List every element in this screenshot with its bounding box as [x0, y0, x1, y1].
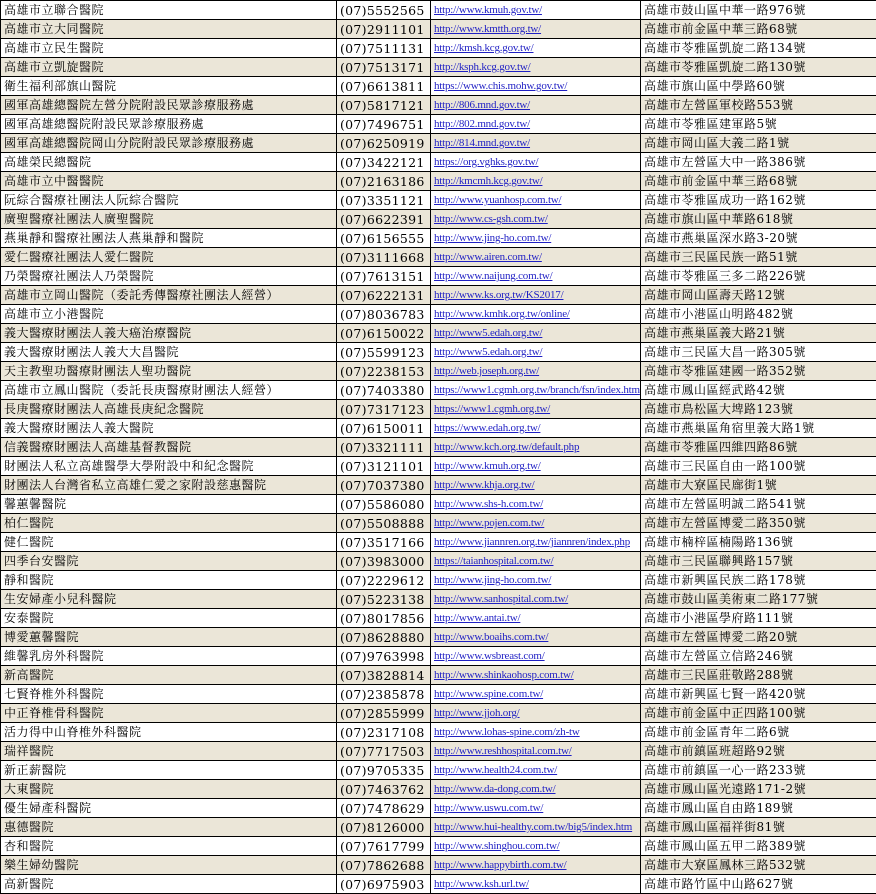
hospital-address: 高雄市前金區中華三路68號: [641, 172, 876, 191]
hospital-website-cell: [431, 875, 641, 894]
hospital-phone: (07)6222131: [337, 286, 431, 305]
hospital-website-link[interactable]: http://kmcmh.kcg.gov.tw/: [434, 175, 542, 187]
hospital-name: 國軍高雄總醫院左營分院附設民眾診療服務處: [1, 96, 337, 115]
hospital-address: 高雄市路竹區中山路627號: [641, 875, 876, 894]
hospital-name: 博愛蕙馨醫院: [1, 628, 337, 647]
hospital-name: 國軍高雄總醫院岡山分院附設民眾診療服務處: [1, 134, 337, 153]
hospital-address: 高雄市鳥松區大埤路123號: [641, 400, 876, 419]
table-row: [1, 134, 876, 153]
hospital-website-cell: [431, 381, 641, 400]
hospital-website-cell: [431, 818, 641, 837]
hospital-address: 高雄市楠梓區楠陽路136號: [641, 533, 876, 552]
hospital-website-link[interactable]: http://www.cs-gsh.com.tw/: [434, 213, 548, 225]
hospital-address: 高雄市鳳山區自由路189號: [641, 799, 876, 818]
table-row: [1, 305, 876, 324]
hospital-website-link[interactable]: http://www.kmuh.gov.tw/: [434, 4, 542, 16]
hospital-website-cell: [431, 609, 641, 628]
hospital-name: 優生婦產科醫院: [1, 799, 337, 818]
hospital-address: 高雄市苓雅區凱旋二路130號: [641, 58, 876, 77]
hospital-website-cell: [431, 324, 641, 343]
hospital-phone: (07)5223138: [337, 590, 431, 609]
hospital-website-cell: [431, 39, 641, 58]
hospital-address: 高雄市左營區立信路246號: [641, 647, 876, 666]
hospital-address: 高雄市新興區民族二路178號: [641, 571, 876, 590]
hospital-address: 高雄市三民區莊敬路288號: [641, 666, 876, 685]
hospital-website-cell: [431, 742, 641, 761]
hospital-website-link[interactable]: http://www.shinghou.com.tw/: [434, 840, 560, 852]
table-row: [1, 419, 876, 438]
hospital-website-link[interactable]: http://www.khja.org.tw/: [434, 479, 535, 491]
hospital-phone: (07)8017856: [337, 609, 431, 628]
hospital-website-link[interactable]: http://www5.edah.org.tw/: [434, 346, 542, 358]
hospital-address: 高雄市岡山區壽天路12號: [641, 286, 876, 305]
table-row: [1, 96, 876, 115]
hospital-address: 高雄市前鎮區班超路92號: [641, 742, 876, 761]
hospital-phone: (07)7617799: [337, 837, 431, 856]
hospital-website-cell: [431, 343, 641, 362]
hospital-website-link[interactable]: http://web.joseph.org.tw/: [434, 365, 539, 377]
hospital-website-link[interactable]: https://www.chis.mohw.gov.tw/: [434, 80, 567, 92]
hospital-phone: (07)6156555: [337, 229, 431, 248]
hospital-website-cell: [431, 780, 641, 799]
hospital-phone: (07)7717503: [337, 742, 431, 761]
hospital-name: 靜和醫院: [1, 571, 337, 590]
table-row: [1, 153, 876, 172]
hospital-website-cell: [431, 77, 641, 96]
hospital-phone: (07)7511131: [337, 39, 431, 58]
hospital-website-cell: [431, 134, 641, 153]
hospital-phone: (07)3121101: [337, 457, 431, 476]
table-row: [1, 742, 876, 761]
hospital-name: 乃榮醫療社團法人乃榮醫院: [1, 267, 337, 286]
table-row: [1, 362, 876, 381]
hospital-website-link[interactable]: http://www.happybirth.com.tw/: [434, 859, 567, 871]
hospital-address: 高雄市前金區中正四路100號: [641, 704, 876, 723]
hospital-name: 高雄市立民生醫院: [1, 39, 337, 58]
hospital-address: 高雄市前金區中華三路68號: [641, 20, 876, 39]
hospital-website-cell: [431, 400, 641, 419]
hospital-website-cell: [431, 210, 641, 229]
table-row: [1, 210, 876, 229]
hospital-website-link[interactable]: http://www.shinkaohosp.com.tw/: [434, 669, 574, 681]
hospital-address: 高雄市旗山區中學路60號: [641, 77, 876, 96]
hospital-website-link[interactable]: http://www.lohas-spine.com/zh-tw: [434, 726, 580, 738]
hospital-name: 新高醫院: [1, 666, 337, 685]
hospital-name: 惠德醫院: [1, 818, 337, 837]
hospital-name: 衛生福利部旗山醫院: [1, 77, 337, 96]
table-row: [1, 1, 876, 20]
hospital-website-link[interactable]: http://www.boaihs.com.tw/: [434, 631, 548, 643]
hospital-website-cell: [431, 647, 641, 666]
table-row: [1, 837, 876, 856]
hospital-website-cell: [431, 20, 641, 39]
hospital-website-cell: [431, 267, 641, 286]
table-row: [1, 609, 876, 628]
hospital-name: 四季台安醫院: [1, 552, 337, 571]
hospital-name: 大東醫院: [1, 780, 337, 799]
hospital-website-cell: [431, 590, 641, 609]
table-row: [1, 856, 876, 875]
table-row: [1, 381, 876, 400]
hospital-website-cell: [431, 248, 641, 267]
hospital-website-link[interactable]: http://www.yuanhosp.com.tw/: [434, 194, 561, 206]
hospital-phone: (07)7317123: [337, 400, 431, 419]
hospital-website-cell: [431, 476, 641, 495]
hospital-website-link[interactable]: http://www.ksh.url.tw/: [434, 878, 529, 890]
hospital-website-link[interactable]: https://taianhospital.com.tw/: [434, 555, 553, 567]
hospital-name: 新正薪醫院: [1, 761, 337, 780]
hospital-website-link[interactable]: https://org.vghks.gov.tw/: [434, 156, 538, 168]
hospital-name: 杏和醫院: [1, 837, 337, 856]
hospital-address: 高雄市岡山區大義二路1號: [641, 134, 876, 153]
hospital-address: 高雄市鳳山區五甲二路389號: [641, 837, 876, 856]
table-row: [1, 647, 876, 666]
hospital-website-cell: [431, 552, 641, 571]
table-row: [1, 780, 876, 799]
hospital-phone: (07)6250919: [337, 134, 431, 153]
hospital-address: 高雄市左營區軍校路553號: [641, 96, 876, 115]
hospital-website-cell: [431, 58, 641, 77]
table-row: [1, 172, 876, 191]
hospital-website-link[interactable]: http://www.jjoh.org/: [434, 707, 520, 719]
hospital-name: 安泰醫院: [1, 609, 337, 628]
table-row: [1, 267, 876, 286]
hospital-phone: (07)9705335: [337, 761, 431, 780]
hospital-address: 高雄市鳳山區經武路42號: [641, 381, 876, 400]
hospital-website-cell: [431, 799, 641, 818]
hospital-name: 財團法人私立高雄醫學大學附設中和紀念醫院: [1, 457, 337, 476]
hospital-address: 高雄市苓雅區建軍路5號: [641, 115, 876, 134]
hospital-phone: (07)7037380: [337, 476, 431, 495]
hospital-website-cell: [431, 1, 641, 20]
table-row: [1, 590, 876, 609]
table-row: [1, 286, 876, 305]
hospital-phone: (07)2855999: [337, 704, 431, 723]
hospital-address: 高雄市小港區山明路482號: [641, 305, 876, 324]
hospital-website-link[interactable]: http://www.kmuh.org.tw/: [434, 460, 541, 472]
table-row: [1, 115, 876, 134]
hospital-name: 柏仁醫院: [1, 514, 337, 533]
hospital-website-link[interactable]: http://www.da-dong.com.tw/: [434, 783, 556, 795]
hospital-website-cell: [431, 172, 641, 191]
table-row: [1, 533, 876, 552]
hospital-phone: (07)2317108: [337, 723, 431, 742]
table-row: [1, 476, 876, 495]
table-row: [1, 20, 876, 39]
hospital-phone: (07)8126000: [337, 818, 431, 837]
hospital-website-link[interactable]: http://www.jiannren.org.tw/jiannren/index.php: [434, 536, 630, 548]
hospital-website-cell: [431, 305, 641, 324]
hospital-name: 中正脊椎骨科醫院: [1, 704, 337, 723]
hospital-name: 活力得中山脊椎外科醫院: [1, 723, 337, 742]
hospital-address: 高雄市燕巢區角宿里義大路1號: [641, 419, 876, 438]
hospital-website-cell: [431, 685, 641, 704]
hospital-website-link[interactable]: http://www.kch.org.tw/default.php: [434, 441, 579, 453]
hospital-address: 高雄市小港區學府路111號: [641, 609, 876, 628]
table-row: [1, 77, 876, 96]
table-row: [1, 514, 876, 533]
hospital-name: 愛仁醫療社團法人愛仁醫院: [1, 248, 337, 267]
hospital-phone: (07)6613811: [337, 77, 431, 96]
hospital-name: 高雄市立中醫醫院: [1, 172, 337, 191]
hospital-address: 高雄市三民區聯興路157號: [641, 552, 876, 571]
hospital-name: 樂生婦幼醫院: [1, 856, 337, 875]
hospital-phone: (07)8628880: [337, 628, 431, 647]
hospital-website-link[interactable]: http://www.jing-ho.com.tw/: [434, 232, 551, 244]
hospital-name: 財團法人台灣省私立高雄仁愛之家附設慈惠醫院: [1, 476, 337, 495]
table-row: [1, 229, 876, 248]
hospital-phone: (07)8036783: [337, 305, 431, 324]
hospital-website-link[interactable]: http://www.ks.org.tw/KS2017/: [434, 289, 563, 301]
hospital-website-link[interactable]: http://kmsh.kcg.gov.tw/: [434, 42, 534, 54]
table-row: [1, 58, 876, 77]
hospital-address: 高雄市燕巢區深水路3-20號: [641, 229, 876, 248]
hospital-phone: (07)7496751: [337, 115, 431, 134]
hospital-address: 高雄市苓雅區凱旋二路134號: [641, 39, 876, 58]
hospital-name: 長庚醫療財團法人高雄長庚紀念醫院: [1, 400, 337, 419]
hospital-phone: (07)6622391: [337, 210, 431, 229]
hospital-phone: (07)5817121: [337, 96, 431, 115]
hospital-phone: (07)7463762: [337, 780, 431, 799]
hospital-phone: (07)7403380: [337, 381, 431, 400]
hospital-website-link[interactable]: http://www.health24.com.tw/: [434, 764, 557, 776]
hospital-address: 高雄市左營區博愛二路350號: [641, 514, 876, 533]
hospital-address: 高雄市苓雅區成功一路162號: [641, 191, 876, 210]
hospital-address: 高雄市大寮區鳳林三路532號: [641, 856, 876, 875]
hospital-phone: (07)3828814: [337, 666, 431, 685]
hospital-website-cell: [431, 723, 641, 742]
table-row: [1, 799, 876, 818]
hospital-address: 高雄市苓雅區三多二路226號: [641, 267, 876, 286]
hospital-website-link[interactable]: http://ksph.kcg.gov.tw/: [434, 61, 530, 73]
hospital-website-link[interactable]: http://www.airen.com.tw/: [434, 251, 542, 263]
hospital-website-link[interactable]: http://www.kmhk.org.tw/online/: [434, 308, 570, 320]
hospital-website-cell: [431, 438, 641, 457]
hospital-address: 高雄市鳳山區光遠路171-2號: [641, 780, 876, 799]
hospital-website-link[interactable]: http://www.kmtth.org.tw/: [434, 23, 541, 35]
hospital-website-cell: [431, 704, 641, 723]
hospital-website-link[interactable]: http://www.uswu.com.tw/: [434, 802, 543, 814]
hospital-phone: (07)5586080: [337, 495, 431, 514]
hospital-phone: (07)9763998: [337, 647, 431, 666]
hospital-name: 義大醫療財團法人義大醫院: [1, 419, 337, 438]
hospital-address: 高雄市鼓山區美術東二路177號: [641, 590, 876, 609]
hospital-website-link[interactable]: http://www.wsbreast.com/: [434, 650, 545, 662]
hospital-phone: (07)5599123: [337, 343, 431, 362]
hospital-table-body: [1, 1, 876, 894]
hospital-website-link[interactable]: http://www.reshhospital.com.tw/: [434, 745, 572, 757]
hospital-address: 高雄市燕巢區義大路21號: [641, 324, 876, 343]
hospital-website-cell: [431, 533, 641, 552]
table-row: [1, 571, 876, 590]
hospital-phone: (07)2229612: [337, 571, 431, 590]
hospital-website-cell: [431, 419, 641, 438]
hospital-website-link[interactable]: https://www.edah.org.tw/: [434, 422, 540, 434]
hospital-phone: (07)2911101: [337, 20, 431, 39]
hospital-name: 高雄市立大同醫院: [1, 20, 337, 39]
hospital-address: 高雄市左營區博愛二路20號: [641, 628, 876, 647]
hospital-website-link[interactable]: http://www.sanhospital.com.tw/: [434, 593, 568, 605]
hospital-phone: (07)7862688: [337, 856, 431, 875]
hospital-phone: (07)3351121: [337, 191, 431, 210]
hospital-phone: (07)5552565: [337, 1, 431, 20]
hospital-name: 維馨乳房外科醫院: [1, 647, 337, 666]
table-row: [1, 495, 876, 514]
hospital-address: 高雄市旗山區中華路618號: [641, 210, 876, 229]
hospital-name: 瑞祥醫院: [1, 742, 337, 761]
hospital-website-link[interactable]: http://802.mnd.gov.tw/: [434, 118, 530, 130]
table-row: [1, 875, 876, 894]
hospital-website-cell: [431, 191, 641, 210]
hospital-website-cell: [431, 628, 641, 647]
hospital-website-cell: [431, 229, 641, 248]
hospital-website-link[interactable]: http://www.shs-h.com.tw/: [434, 498, 543, 510]
hospital-address: 高雄市前鎮區一心一路233號: [641, 761, 876, 780]
hospital-address: 高雄市鼓山區中華一路976號: [641, 1, 876, 20]
hospital-address: 高雄市大寮區民廍街1號: [641, 476, 876, 495]
hospital-phone: (07)7478629: [337, 799, 431, 818]
hospital-website-link[interactable]: http://www.pojen.com.tw/: [434, 517, 544, 529]
hospital-phone: (07)2238153: [337, 362, 431, 381]
hospital-phone: (07)7513171: [337, 58, 431, 77]
hospital-website-cell: [431, 115, 641, 134]
hospital-phone: (07)2163186: [337, 172, 431, 191]
hospital-website-link[interactable]: http://814.mnd.gov.tw/: [434, 137, 530, 149]
hospital-website-cell: [431, 571, 641, 590]
table-row: [1, 628, 876, 647]
hospital-address: 高雄市三民區自由一路100號: [641, 457, 876, 476]
table-row: [1, 723, 876, 742]
hospital-address: 高雄市苓雅區建國一路352號: [641, 362, 876, 381]
table-row: [1, 39, 876, 58]
table-row: [1, 685, 876, 704]
hospital-name: 信義醫療財團法人高雄基督教醫院: [1, 438, 337, 457]
hospital-address: 高雄市左營區大中一路386號: [641, 153, 876, 172]
table-row: [1, 457, 876, 476]
hospital-website-cell: [431, 457, 641, 476]
hospital-phone: (07)3983000: [337, 552, 431, 571]
table-row: [1, 438, 876, 457]
hospital-website-link[interactable]: http://www.jing-ho.com.tw/: [434, 574, 551, 586]
hospital-website-link[interactable]: https://www1.cgmh.org.tw/: [434, 403, 550, 415]
table-row: [1, 818, 876, 837]
hospital-phone: (07)3111668: [337, 248, 431, 267]
hospital-name: 高雄市立凱旋醫院: [1, 58, 337, 77]
hospital-phone: (07)6150022: [337, 324, 431, 343]
hospital-name: 高雄市立岡山醫院（委託秀傳醫療社團法人經營）: [1, 286, 337, 305]
hospital-name: 馨蕙馨醫院: [1, 495, 337, 514]
hospital-website-cell: [431, 286, 641, 305]
hospital-website-link[interactable]: http://806.mnd.gov.tw/: [434, 99, 530, 111]
hospital-name: 燕巢靜和醫療社團法人燕巢靜和醫院: [1, 229, 337, 248]
table-row: [1, 343, 876, 362]
hospital-name: 天主教聖功醫療財團法人聖功醫院: [1, 362, 337, 381]
hospital-name: 高雄市立小港醫院: [1, 305, 337, 324]
hospital-address: 高雄市三民區民族一路51號: [641, 248, 876, 267]
hospital-name: 七賢脊椎外科醫院: [1, 685, 337, 704]
hospital-address: 高雄市左營區明誠二路541號: [641, 495, 876, 514]
hospital-name: 義大醫療財團法人義大大昌醫院: [1, 343, 337, 362]
hospital-website-link[interactable]: http://www.naijung.com.tw/: [434, 270, 552, 282]
hospital-phone: (07)3321111: [337, 438, 431, 457]
table-row: [1, 324, 876, 343]
hospital-phone: (07)2385878: [337, 685, 431, 704]
hospital-phone: (07)7613151: [337, 267, 431, 286]
hospital-name: 義大醫療財團法人義大癌治療醫院: [1, 324, 337, 343]
hospital-name: 高雄市立聯合醫院: [1, 1, 337, 20]
hospital-address: 高雄市三民區大昌一路305號: [641, 343, 876, 362]
hospital-website-cell: [431, 856, 641, 875]
table-row: [1, 248, 876, 267]
table-row: [1, 761, 876, 780]
hospital-website-link[interactable]: https://www1.cgmh.org.tw/branch/fsn/index.htm: [434, 384, 640, 396]
hospital-website-link[interactable]: http://www.antai.tw/: [434, 612, 520, 624]
hospital-website-cell: [431, 514, 641, 533]
table-row: [1, 400, 876, 419]
hospital-name: 高雄榮民總醫院: [1, 153, 337, 172]
hospital-phone: (07)6975903: [337, 875, 431, 894]
hospital-name: 高雄市立鳳山醫院（委託長庚醫療財團法人經營）: [1, 381, 337, 400]
hospital-website-cell: [431, 153, 641, 172]
hospital-address: 高雄市鳳山區福祥街81號: [641, 818, 876, 837]
table-row: [1, 704, 876, 723]
table-row: [1, 191, 876, 210]
hospital-website-link[interactable]: http://www.hui-healthy.com.tw/big5/index.htm: [434, 821, 632, 833]
hospital-website-cell: [431, 666, 641, 685]
hospital-name: 生安婦產小兒科醫院: [1, 590, 337, 609]
hospital-phone: (07)3422121: [337, 153, 431, 172]
table-row: [1, 552, 876, 571]
hospital-name: 阮綜合醫療社團法人阮綜合醫院: [1, 191, 337, 210]
table-row: [1, 666, 876, 685]
hospital-address: 高雄市新興區七賢一路420號: [641, 685, 876, 704]
hospital-website-cell: [431, 96, 641, 115]
hospital-website-cell: [431, 837, 641, 856]
hospital-address: 高雄市苓雅區四維四路86號: [641, 438, 876, 457]
hospital-website-cell: [431, 495, 641, 514]
hospital-website-cell: [431, 362, 641, 381]
hospital-phone: (07)5508888: [337, 514, 431, 533]
hospital-name: 國軍高雄總醫院附設民眾診療服務處: [1, 115, 337, 134]
hospital-website-link[interactable]: http://www.spine.com.tw/: [434, 688, 543, 700]
hospital-name: 健仁醫院: [1, 533, 337, 552]
hospital-phone: (07)3517166: [337, 533, 431, 552]
hospital-name: 高新醫院: [1, 875, 337, 894]
hospital-name: 廣聖醫療社團法人廣聖醫院: [1, 210, 337, 229]
hospital-address: 高雄市前金區青年二路6號: [641, 723, 876, 742]
hospital-website-link[interactable]: http://www5.edah.org.tw/: [434, 327, 542, 339]
hospital-phone: (07)6150011: [337, 419, 431, 438]
hospital-website-cell: [431, 761, 641, 780]
